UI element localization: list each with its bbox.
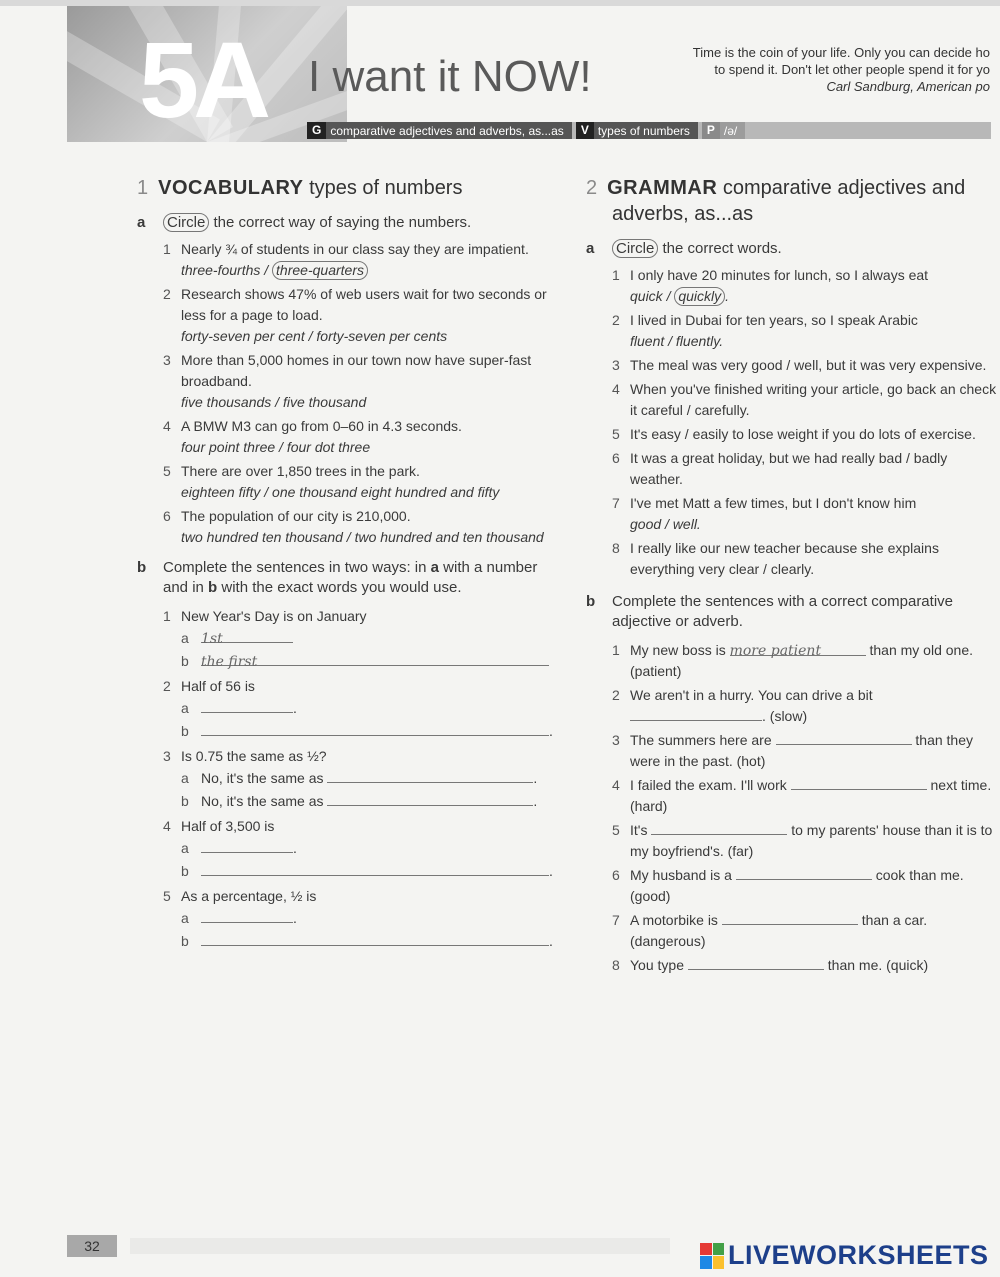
- task-letter: b: [137, 559, 147, 576]
- list-item: [586, 424, 1000, 445]
- item-number: 2: [612, 687, 620, 703]
- tag-text: /ə/: [723, 123, 738, 138]
- list-item: [137, 416, 557, 458]
- item-text: Is 0.75 the same as ½?: [181, 748, 327, 764]
- item-text-after: than me. (quick): [827, 957, 929, 973]
- list-item: [586, 310, 1000, 352]
- sub-letter: a: [181, 910, 189, 926]
- option[interactable]: three-fourths /: [181, 262, 269, 278]
- list-item: [137, 350, 557, 413]
- item-text: There are over 1,850 trees in the park.: [181, 463, 420, 479]
- item-number: 8: [612, 957, 620, 973]
- item-text: My new boss is: [630, 642, 726, 658]
- option-tail: .: [725, 288, 730, 304]
- grammar-section: [586, 175, 1000, 979]
- item-options[interactable]: four point three / four dot three: [181, 439, 371, 455]
- answer-field[interactable]: [201, 931, 549, 946]
- list-item: [137, 816, 557, 883]
- item-number: 4: [163, 818, 171, 834]
- item-text: We aren't in a hurry. You can drive a bit: [630, 687, 873, 703]
- item-number: 3: [612, 357, 620, 373]
- item-number: 5: [163, 888, 171, 904]
- answer-a: a .: [181, 837, 557, 860]
- option-circled[interactable]: quickly: [674, 287, 725, 306]
- logo-square: [700, 1256, 712, 1269]
- answer-field[interactable]: the first: [201, 651, 549, 666]
- quote: [630, 44, 990, 95]
- list-item: [586, 355, 1000, 376]
- answer-field[interactable]: [201, 838, 293, 853]
- item-text-after: next time. (hard): [630, 777, 992, 814]
- item-text: You type: [630, 957, 684, 973]
- answer-field[interactable]: [776, 730, 912, 745]
- item-text-after: than a car. (dangerous): [630, 912, 928, 949]
- task-instruction: [163, 559, 537, 596]
- list-item: [586, 820, 1000, 862]
- task-instruction: the correct words.: [662, 240, 782, 257]
- list-item: [586, 730, 1000, 772]
- topic-bar: [307, 122, 991, 139]
- instruction-part: with a number and in: [163, 559, 538, 596]
- answer-b: b No, it's the same as .: [181, 790, 557, 813]
- answer-field[interactable]: [327, 768, 533, 783]
- item-options[interactable]: fluent / fluently.: [630, 333, 724, 349]
- answer-field[interactable]: [736, 865, 872, 880]
- sub-letter: b: [181, 933, 189, 949]
- item-number: 4: [612, 381, 620, 397]
- list-item: [586, 493, 1000, 535]
- sub-letter: b: [181, 793, 189, 809]
- task-letter: a: [586, 240, 595, 257]
- answer-prefix: No, it's the same as: [201, 793, 324, 809]
- option-circled[interactable]: three-quarters: [272, 261, 368, 280]
- item-text: New Year's Day is on January: [181, 608, 367, 624]
- tag-letter: G: [307, 122, 326, 139]
- sub-letter: b: [181, 653, 189, 669]
- liveworksheets-logo[interactable]: [700, 1240, 989, 1271]
- logo-square: [700, 1243, 712, 1256]
- item-text: I only have 20 minutes for lunch, so I always eat: [630, 267, 929, 283]
- answer-field[interactable]: [688, 955, 824, 970]
- item-text[interactable]: The meal was very good / well, but it was very expensive.: [630, 357, 987, 373]
- answer-prefix: No, it's the same as: [201, 770, 324, 786]
- item-number: 3: [163, 748, 171, 764]
- item-number: 5: [612, 426, 620, 442]
- section-subtitle: comparative adjectives and: [722, 177, 966, 199]
- item-text: Research shows 47% of web users wait for two seconds or less for a page to load.: [181, 286, 547, 323]
- answer-field[interactable]: [651, 820, 787, 835]
- list-item: [137, 886, 557, 953]
- item-number: 6: [612, 867, 620, 883]
- section-heading: [137, 175, 557, 201]
- answer-b: b .: [181, 860, 557, 883]
- answer-a: a .: [181, 907, 557, 930]
- section-subtitle-line2: adverbs, as...as: [612, 203, 754, 225]
- item-number: 3: [612, 732, 620, 748]
- answer-field[interactable]: [791, 775, 927, 790]
- answer-b: b .: [181, 720, 557, 743]
- item-text[interactable]: It was a great holiday, but we had really bad / badly weather.: [630, 450, 948, 487]
- sub-letter: b: [181, 723, 189, 739]
- tag-text: types of numbers: [597, 123, 690, 138]
- tag-text: comparative adjectives and adverbs, as...as: [330, 123, 564, 138]
- answer-a: a .: [181, 697, 557, 720]
- number-items: [137, 239, 557, 548]
- list-item: [137, 606, 557, 673]
- task-a: [137, 213, 557, 233]
- comparative-items: [586, 640, 1000, 976]
- section-number: 2: [586, 177, 598, 199]
- list-item: [586, 538, 1000, 580]
- item-text[interactable]: When you've finished writing your article, go back an check it careful / carefully.: [630, 381, 997, 418]
- quote-author: Carl Sandburg, American po: [826, 79, 990, 94]
- answer-field[interactable]: [630, 706, 762, 721]
- answer-field[interactable]: [327, 791, 533, 806]
- list-item: [586, 685, 1000, 727]
- item-number: 5: [612, 822, 620, 838]
- option[interactable]: quick /: [630, 288, 671, 304]
- item-number: 4: [612, 777, 620, 793]
- list-item: [586, 775, 1000, 817]
- answer-field[interactable]: 1st: [201, 628, 293, 643]
- item-number: 2: [612, 312, 620, 328]
- item-number: 3: [163, 352, 171, 368]
- list-item: [586, 910, 1000, 952]
- item-number: 6: [612, 450, 620, 466]
- vocabulary-section: [137, 175, 557, 956]
- tag-grammar: [307, 122, 572, 139]
- item-text: Nearly ¾ of students in our class say they are impatient.: [181, 241, 529, 257]
- list-item: [586, 448, 1000, 490]
- answer-b: [181, 650, 557, 673]
- answer-field[interactable]: [201, 698, 293, 713]
- answer-field[interactable]: [201, 861, 549, 876]
- item-options[interactable]: two hundred ten thousand / two hundred and ten thousand: [181, 529, 544, 545]
- unit-banner: [67, 6, 347, 142]
- section-number: 1: [137, 177, 149, 199]
- item-options[interactable]: forty-seven per cent / forty-seven per cents: [181, 328, 448, 344]
- tag-letter: P: [702, 122, 720, 139]
- complete-items: [137, 606, 557, 953]
- list-item: [586, 379, 1000, 421]
- sub-letter: a: [181, 630, 189, 646]
- item-number: 8: [612, 540, 620, 556]
- item-options[interactable]: five thousands / five thousand: [181, 394, 367, 410]
- item-text-after: . (slow): [762, 708, 808, 724]
- item-number: 2: [163, 286, 171, 302]
- section-title: VOCABULARY: [158, 177, 304, 199]
- logo-square: [713, 1243, 725, 1256]
- item-text: A motorbike is: [630, 912, 718, 928]
- answer-field[interactable]: [201, 908, 293, 923]
- tag-vocabulary: [576, 122, 698, 139]
- item-number: 5: [163, 463, 171, 479]
- section-subtitle: types of numbers: [309, 177, 463, 199]
- item-text: More than 5,000 homes in our town now have super-fast broadband.: [181, 352, 532, 389]
- logo-icon: [700, 1243, 724, 1269]
- section-heading: [586, 175, 1000, 227]
- item-text: The summers here are: [630, 732, 772, 748]
- item-number: 2: [163, 678, 171, 694]
- item-text-after: to my parents' house than it is to my boyfriend's. (far): [630, 822, 993, 859]
- list-item: [137, 461, 557, 503]
- task-letter: a: [137, 214, 146, 231]
- item-text: My husband is a: [630, 867, 732, 883]
- sub-letter: a: [181, 700, 189, 716]
- answer-a: a No, it's the same as .: [181, 767, 557, 790]
- circled-word: Circle: [612, 239, 658, 258]
- item-text: I lived in Dubai for ten years, so I speak Arabic: [630, 312, 918, 328]
- item-text[interactable]: It's easy / easily to lose weight if you do lots of exercise.: [630, 426, 976, 442]
- item-text: Half of 56 is: [181, 678, 255, 694]
- item-text: Half of 3,500 is: [181, 818, 275, 834]
- list-item: [137, 284, 557, 347]
- item-text-after: than they were in the past. (hot): [630, 732, 973, 769]
- list-item: [137, 746, 557, 813]
- item-number: 7: [612, 912, 620, 928]
- task-letter: b: [586, 593, 596, 610]
- item-text: As a percentage, ½ is: [181, 888, 317, 904]
- list-item: [137, 506, 557, 548]
- unit-number: 5A: [139, 19, 266, 140]
- list-item: [586, 955, 1000, 976]
- answer-b: b .: [181, 930, 557, 953]
- grammar-items: [586, 265, 1000, 580]
- item-text: A BMW M3 can go from 0–60 in 4.3 seconds.: [181, 418, 462, 434]
- item-text-after: cook than me. (good): [630, 867, 964, 904]
- item-text: It's: [630, 822, 648, 838]
- item-options[interactable]: eighteen fifty / one thousand eight hundred and fifty: [181, 484, 500, 500]
- instruction-bold: b: [208, 579, 218, 596]
- answer-field[interactable]: more patient: [730, 641, 866, 656]
- item-text-after: than my old one.: [869, 642, 973, 658]
- item-number: 1: [163, 241, 171, 257]
- list-item: [586, 640, 1000, 682]
- answer-field[interactable]: [201, 721, 549, 736]
- task-instruction: the correct way of saying the numbers.: [213, 214, 472, 231]
- item-text: The population of our city is 210,000.: [181, 508, 411, 524]
- instruction-part: Complete the sentences in two ways: in: [163, 559, 431, 576]
- section-title: GRAMMAR: [607, 177, 718, 199]
- item-hint: (patient): [630, 663, 682, 679]
- task-b: [137, 558, 557, 598]
- circled-word: Circle: [163, 213, 209, 232]
- sub-letter: a: [181, 770, 189, 786]
- quote-line-2: to spend it. Don't let other people spend it for yo: [714, 62, 990, 77]
- item-number: 7: [612, 495, 620, 511]
- logo-square: [713, 1256, 725, 1269]
- task-instruction: Complete the sentences with a correct comparative adjective or adverb.: [612, 593, 953, 630]
- instruction-part: with the exact words you would use.: [217, 579, 462, 596]
- item-text[interactable]: I really like our new teacher because she explains everything very clear / clearly.: [630, 540, 939, 577]
- list-item: [137, 676, 557, 743]
- item-options[interactable]: good / well.: [630, 516, 701, 532]
- sub-letter: a: [181, 840, 189, 856]
- item-options[interactable]: [630, 286, 1000, 307]
- sub-letter: b: [181, 863, 189, 879]
- item-number: 6: [163, 508, 171, 524]
- logo-text: LIVEWORKSHEETS: [728, 1240, 989, 1270]
- item-options[interactable]: [181, 260, 557, 281]
- item-number: 1: [163, 608, 171, 624]
- list-item: [586, 865, 1000, 907]
- tag-letter: V: [576, 122, 594, 139]
- task-b: [586, 592, 1000, 632]
- item-number: 4: [163, 418, 171, 434]
- task-a: [586, 239, 1000, 259]
- item-number: 1: [612, 642, 620, 658]
- item-text: I failed the exam. I'll work: [630, 777, 787, 793]
- tag-pronunciation: [702, 122, 745, 139]
- answer-field[interactable]: [722, 910, 858, 925]
- list-item: [586, 265, 1000, 307]
- item-number: 1: [612, 267, 620, 283]
- instruction-bold: a: [430, 559, 439, 576]
- answer-a: [181, 627, 557, 650]
- unit-title: I want it NOW!: [308, 52, 592, 101]
- item-text: I've met Matt a few times, but I don't know him: [630, 495, 917, 511]
- quote-line-1: Time is the coin of your life. Only you can decide ho: [692, 45, 990, 60]
- page-number: 32: [67, 1235, 117, 1257]
- list-item: [137, 239, 557, 281]
- footer-smudge: [130, 1238, 670, 1254]
